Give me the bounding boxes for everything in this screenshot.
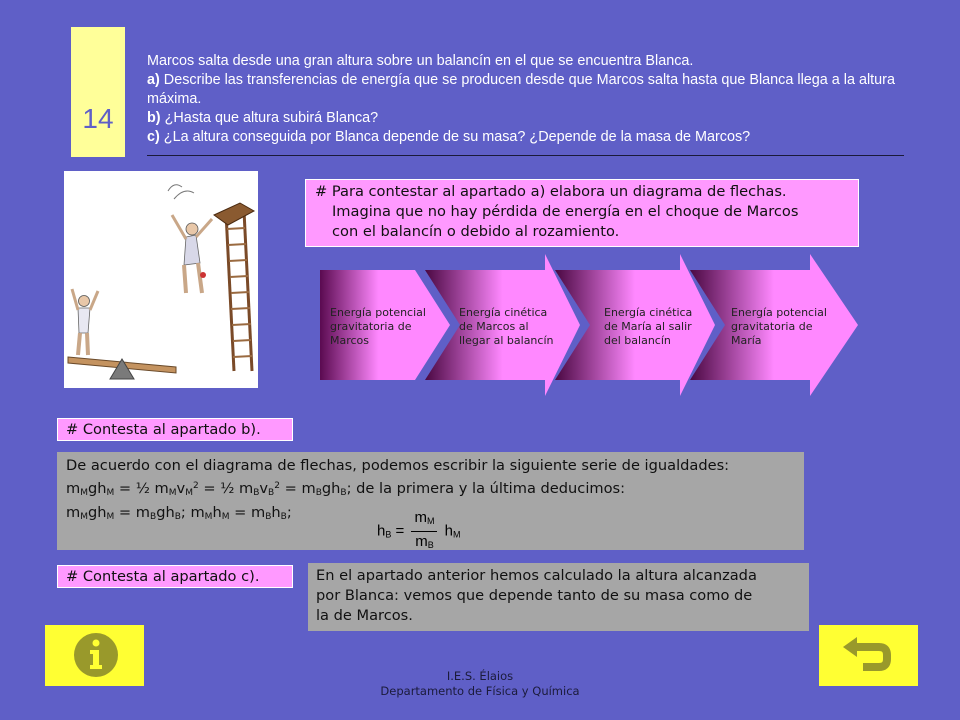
divider [147,155,904,156]
arrow-label-3: Energía cinética de María al salir del balancín [604,306,693,347]
hint-part-a [305,179,859,247]
exercise-number-box [71,27,125,157]
statement-intro: Marcos salta desde una gran altura sobre un balancín en el que se encuentra Blanca. [147,53,694,69]
height-formula: $h_B$ = $\frac{m_M}{m_B}$ $h_M$ [377,509,461,550]
seesaw-illustration [64,171,258,388]
statement-part-c: c) ¿La altura conseguida por Blanca depende de su masa? ¿Depende de la masa de Marcos? [147,129,751,145]
problem-statement [147,52,907,147]
arrow-label-2: Energía cinética de Marcos al llegar al balancín [459,306,554,347]
arrow-label-1: Energía potencial gravitatoria de Marcos [330,306,426,347]
statement-part-b: b) ¿Hasta que altura subirá Blanca? [147,110,379,126]
footer [0,669,960,699]
hint-a-line: Imagina que no hay pérdida de energía en el choque de Marcos [332,203,799,220]
hint-a-line: con el balancín o debido al rozamiento. [332,223,620,240]
answer-part-c [308,563,809,631]
statement-part-a: a) Describe las transferencias de energía que se producen desde que Marcos salta hasta que Blanca llega a la altura máxima. [147,72,895,107]
energy-arrow-diagram [320,252,860,398]
footer-school: I.E.S. Élaios [446,669,514,683]
hint-part-c: # Contesta al apartado c). [57,565,293,588]
arrow-label-4: Energía potencial gravitatoria de María [731,306,827,347]
exercise-number: 14 [82,103,114,134]
answer-b-equation2: $m_Mgh_M = m_Bgh_B$; $m_Mh_M = m_Bh_B$; [66,504,292,522]
answer-part-b [57,452,804,550]
footer-department: Departamento de Física y Química [380,684,580,698]
answer-c-line: la de Marcos. [316,607,413,624]
hint-part-b: # Contesta al apartado b). [57,418,293,441]
answer-b-equation1: $m_Mgh_M$ = ½ $m_Mv_M^2$ = ½ $m_Bv_B^2 = m_Bgh_B$; de la primera y la última deducimos: [66,480,626,498]
hint-a-line: # Para contestar al apartado a) elabora un diagrama de flechas. [315,183,787,200]
answer-c-line: En el apartado anterior hemos calculado la altura alcanzada [316,567,757,584]
answer-b-line1: De acuerdo con el diagrama de flechas, podemos escribir la siguiente serie de igualdades: [66,457,730,474]
answer-c-line: por Blanca: vemos que depende tanto de su masa como de [316,587,753,604]
